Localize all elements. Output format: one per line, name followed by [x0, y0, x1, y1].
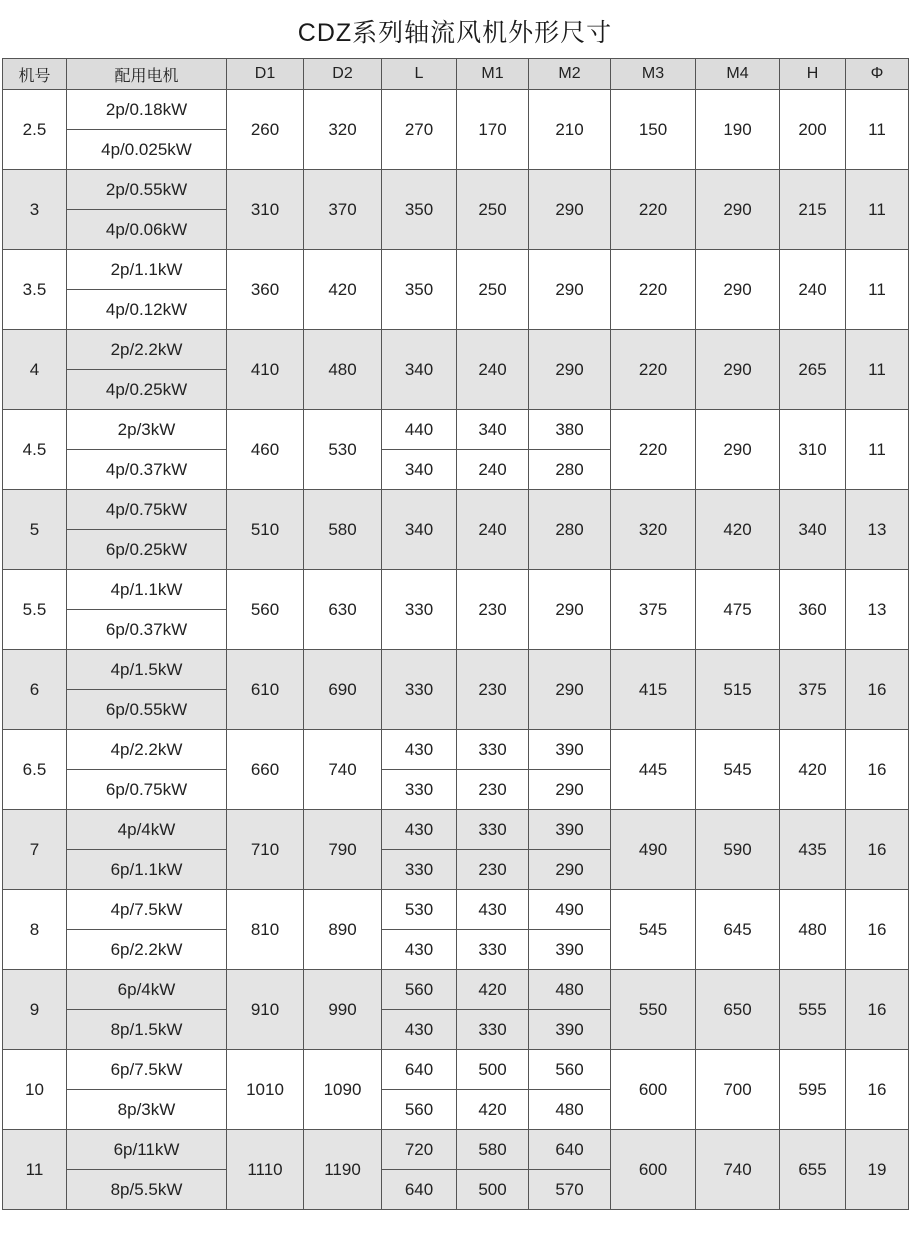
motor-cell: 4p/0.75kW — [67, 490, 227, 530]
m3-cell: 550 — [611, 970, 696, 1050]
m3-cell: 320 — [611, 490, 696, 570]
m1-cell: 330 — [457, 930, 529, 970]
m2-cell: 640 — [529, 1130, 611, 1170]
m2-cell: 290 — [529, 250, 611, 330]
machine-no-cell: 3.5 — [3, 250, 67, 330]
m2-cell: 210 — [529, 90, 611, 170]
l-cell: 340 — [382, 450, 457, 490]
phi-cell: 13 — [846, 570, 909, 650]
d1-cell: 660 — [227, 730, 304, 810]
column-header-m3: M3 — [611, 59, 696, 90]
h-cell: 215 — [780, 170, 846, 250]
phi-cell: 11 — [846, 170, 909, 250]
machine-no-cell: 11 — [3, 1130, 67, 1210]
motor-cell: 6p/11kW — [67, 1130, 227, 1170]
m2-cell: 390 — [529, 1010, 611, 1050]
phi-cell: 13 — [846, 490, 909, 570]
l-cell: 330 — [382, 850, 457, 890]
m4-cell: 590 — [696, 810, 780, 890]
table-row — [3, 250, 909, 290]
motor-cell: 2p/3kW — [67, 410, 227, 450]
motor-cell: 4p/1.1kW — [67, 570, 227, 610]
d1-cell: 1010 — [227, 1050, 304, 1130]
l-cell: 350 — [382, 170, 457, 250]
page-title: CDZ系列轴流风机外形尺寸 — [297, 19, 613, 47]
h-cell: 480 — [780, 890, 846, 970]
d2-cell: 630 — [304, 570, 382, 650]
m1-cell: 430 — [457, 890, 529, 930]
m1-cell: 420 — [457, 1090, 529, 1130]
l-cell: 430 — [382, 1010, 457, 1050]
d2-cell: 370 — [304, 170, 382, 250]
motor-cell: 2p/1.1kW — [67, 250, 227, 290]
machine-no-cell: 6.5 — [3, 730, 67, 810]
m3-cell: 445 — [611, 730, 696, 810]
phi-cell: 19 — [846, 1130, 909, 1210]
table-body — [3, 90, 909, 1210]
m1-cell: 230 — [457, 850, 529, 890]
motor-cell: 4p/0.37kW — [67, 450, 227, 490]
m4-cell: 420 — [696, 490, 780, 570]
phi-cell: 16 — [846, 1050, 909, 1130]
m2-cell: 290 — [529, 770, 611, 810]
d1-cell: 260 — [227, 90, 304, 170]
d2-cell: 530 — [304, 410, 382, 490]
motor-cell: 6p/0.37kW — [67, 610, 227, 650]
column-header-m4: M4 — [696, 59, 780, 90]
h-cell: 240 — [780, 250, 846, 330]
table-row — [3, 570, 909, 610]
table-row — [3, 650, 909, 690]
m3-cell: 600 — [611, 1050, 696, 1130]
phi-cell: 16 — [846, 970, 909, 1050]
motor-cell: 6p/4kW — [67, 970, 227, 1010]
table-row — [3, 730, 909, 770]
column-header-d1: D1 — [227, 59, 304, 90]
l-cell: 350 — [382, 250, 457, 330]
m4-cell: 290 — [696, 250, 780, 330]
l-cell: 560 — [382, 970, 457, 1010]
h-cell: 265 — [780, 330, 846, 410]
d1-cell: 310 — [227, 170, 304, 250]
m2-cell: 480 — [529, 970, 611, 1010]
m3-cell: 220 — [611, 170, 696, 250]
h-cell: 375 — [780, 650, 846, 730]
m1-cell: 340 — [457, 410, 529, 450]
column-header-d2: D2 — [304, 59, 382, 90]
m2-cell: 380 — [529, 410, 611, 450]
phi-cell: 11 — [846, 250, 909, 330]
m3-cell: 545 — [611, 890, 696, 970]
h-cell: 595 — [780, 1050, 846, 1130]
d2-cell: 320 — [304, 90, 382, 170]
m2-cell: 480 — [529, 1090, 611, 1130]
l-cell: 330 — [382, 650, 457, 730]
l-cell: 530 — [382, 890, 457, 930]
m4-cell: 515 — [696, 650, 780, 730]
phi-cell: 11 — [846, 330, 909, 410]
machine-no-cell: 5.5 — [3, 570, 67, 650]
m4-cell: 700 — [696, 1050, 780, 1130]
m1-cell: 230 — [457, 570, 529, 650]
header-row — [3, 59, 909, 90]
d2-cell: 740 — [304, 730, 382, 810]
d2-cell: 1190 — [304, 1130, 382, 1210]
motor-cell: 2p/0.18kW — [67, 90, 227, 130]
m4-cell: 475 — [696, 570, 780, 650]
m3-cell: 600 — [611, 1130, 696, 1210]
phi-cell: 16 — [846, 730, 909, 810]
m2-cell: 570 — [529, 1170, 611, 1210]
column-header-l: L — [382, 59, 457, 90]
motor-cell: 4p/0.25kW — [67, 370, 227, 410]
motor-cell: 4p/7.5kW — [67, 890, 227, 930]
l-cell: 270 — [382, 90, 457, 170]
column-header-m2: M2 — [529, 59, 611, 90]
motor-cell: 6p/0.25kW — [67, 530, 227, 570]
m1-cell: 170 — [457, 90, 529, 170]
d1-cell: 810 — [227, 890, 304, 970]
motor-cell: 2p/0.55kW — [67, 170, 227, 210]
motor-cell: 6p/0.75kW — [67, 770, 227, 810]
l-cell: 340 — [382, 490, 457, 570]
m1-cell: 420 — [457, 970, 529, 1010]
h-cell: 340 — [780, 490, 846, 570]
h-cell: 555 — [780, 970, 846, 1050]
d2-cell: 890 — [304, 890, 382, 970]
d1-cell: 360 — [227, 250, 304, 330]
m4-cell: 650 — [696, 970, 780, 1050]
l-cell: 430 — [382, 730, 457, 770]
m4-cell: 290 — [696, 170, 780, 250]
m1-cell: 250 — [457, 250, 529, 330]
table-row — [3, 330, 909, 370]
l-cell: 340 — [382, 330, 457, 410]
m1-cell: 580 — [457, 1130, 529, 1170]
m2-cell: 280 — [529, 450, 611, 490]
motor-cell: 4p/4kW — [67, 810, 227, 850]
table-row — [3, 970, 909, 1010]
m2-cell: 560 — [529, 1050, 611, 1090]
machine-no-cell: 9 — [3, 970, 67, 1050]
m4-cell: 290 — [696, 410, 780, 490]
m3-cell: 220 — [611, 410, 696, 490]
motor-cell: 4p/0.025kW — [67, 130, 227, 170]
m2-cell: 290 — [529, 170, 611, 250]
m2-cell: 290 — [529, 650, 611, 730]
m2-cell: 290 — [529, 570, 611, 650]
d1-cell: 510 — [227, 490, 304, 570]
phi-cell: 16 — [846, 650, 909, 730]
m4-cell: 190 — [696, 90, 780, 170]
m3-cell: 375 — [611, 570, 696, 650]
motor-cell: 6p/7.5kW — [67, 1050, 227, 1090]
machine-no-cell: 6 — [3, 650, 67, 730]
m3-cell: 220 — [611, 330, 696, 410]
m2-cell: 390 — [529, 730, 611, 770]
m1-cell: 240 — [457, 450, 529, 490]
phi-cell: 11 — [846, 90, 909, 170]
d1-cell: 410 — [227, 330, 304, 410]
motor-cell: 6p/0.55kW — [67, 690, 227, 730]
phi-cell: 11 — [846, 410, 909, 490]
m2-cell: 390 — [529, 930, 611, 970]
m3-cell: 415 — [611, 650, 696, 730]
d2-cell: 480 — [304, 330, 382, 410]
machine-no-cell: 4 — [3, 330, 67, 410]
table-row — [3, 1050, 909, 1090]
motor-cell: 8p/5.5kW — [67, 1170, 227, 1210]
table-header — [3, 59, 909, 90]
d2-cell: 990 — [304, 970, 382, 1050]
table-row — [3, 890, 909, 930]
m1-cell: 500 — [457, 1050, 529, 1090]
table-row — [3, 490, 909, 530]
motor-cell: 8p/3kW — [67, 1090, 227, 1130]
machine-no-cell: 8 — [3, 890, 67, 970]
machine-no-cell: 5 — [3, 490, 67, 570]
h-cell: 310 — [780, 410, 846, 490]
d2-cell: 1090 — [304, 1050, 382, 1130]
m2-cell: 390 — [529, 810, 611, 850]
machine-no-cell: 10 — [3, 1050, 67, 1130]
table-row — [3, 90, 909, 130]
l-cell: 640 — [382, 1050, 457, 1090]
motor-cell: 6p/2.2kW — [67, 930, 227, 970]
m1-cell: 250 — [457, 170, 529, 250]
column-header-motor: 配用电机 — [67, 59, 227, 90]
h-cell: 420 — [780, 730, 846, 810]
m1-cell: 330 — [457, 730, 529, 770]
m1-cell: 330 — [457, 810, 529, 850]
m4-cell: 545 — [696, 730, 780, 810]
column-header-m1: M1 — [457, 59, 529, 90]
motor-cell: 6p/1.1kW — [67, 850, 227, 890]
motor-cell: 4p/0.12kW — [67, 290, 227, 330]
m1-cell: 240 — [457, 330, 529, 410]
m1-cell: 330 — [457, 1010, 529, 1050]
m1-cell: 230 — [457, 650, 529, 730]
m2-cell: 290 — [529, 850, 611, 890]
m2-cell: 290 — [529, 330, 611, 410]
phi-cell: 16 — [846, 890, 909, 970]
machine-no-cell: 3 — [3, 170, 67, 250]
machine-no-cell: 4.5 — [3, 410, 67, 490]
l-cell: 430 — [382, 810, 457, 850]
l-cell: 330 — [382, 570, 457, 650]
motor-cell: 4p/0.06kW — [67, 210, 227, 250]
m3-cell: 490 — [611, 810, 696, 890]
table-row — [3, 410, 909, 450]
d1-cell: 1110 — [227, 1130, 304, 1210]
h-cell: 200 — [780, 90, 846, 170]
m1-cell: 500 — [457, 1170, 529, 1210]
d1-cell: 910 — [227, 970, 304, 1050]
motor-cell: 8p/1.5kW — [67, 1010, 227, 1050]
table-row — [3, 170, 909, 210]
d1-cell: 710 — [227, 810, 304, 890]
motor-cell: 2p/2.2kW — [67, 330, 227, 370]
table-row — [3, 810, 909, 850]
machine-no-cell: 7 — [3, 810, 67, 890]
d1-cell: 610 — [227, 650, 304, 730]
m1-cell: 230 — [457, 770, 529, 810]
m3-cell: 150 — [611, 90, 696, 170]
m4-cell: 645 — [696, 890, 780, 970]
l-cell: 330 — [382, 770, 457, 810]
d2-cell: 690 — [304, 650, 382, 730]
dimension-table — [2, 58, 909, 1210]
h-cell: 360 — [780, 570, 846, 650]
phi-cell: 16 — [846, 810, 909, 890]
m2-cell: 280 — [529, 490, 611, 570]
motor-cell: 4p/2.2kW — [67, 730, 227, 770]
h-cell: 435 — [780, 810, 846, 890]
l-cell: 640 — [382, 1170, 457, 1210]
m1-cell: 240 — [457, 490, 529, 570]
d2-cell: 580 — [304, 490, 382, 570]
m3-cell: 220 — [611, 250, 696, 330]
d2-cell: 790 — [304, 810, 382, 890]
machine-no-cell: 2.5 — [3, 90, 67, 170]
d1-cell: 460 — [227, 410, 304, 490]
l-cell: 430 — [382, 930, 457, 970]
m4-cell: 740 — [696, 1130, 780, 1210]
motor-cell: 4p/1.5kW — [67, 650, 227, 690]
table-row — [3, 1130, 909, 1170]
d2-cell: 420 — [304, 250, 382, 330]
l-cell: 560 — [382, 1090, 457, 1130]
column-header-machine-no: 机号 — [3, 59, 67, 90]
l-cell: 720 — [382, 1130, 457, 1170]
m2-cell: 490 — [529, 890, 611, 930]
m4-cell: 290 — [696, 330, 780, 410]
l-cell: 440 — [382, 410, 457, 450]
column-header-h: H — [780, 59, 846, 90]
h-cell: 655 — [780, 1130, 846, 1210]
column-header-phi: Φ — [846, 59, 909, 90]
d1-cell: 560 — [227, 570, 304, 650]
